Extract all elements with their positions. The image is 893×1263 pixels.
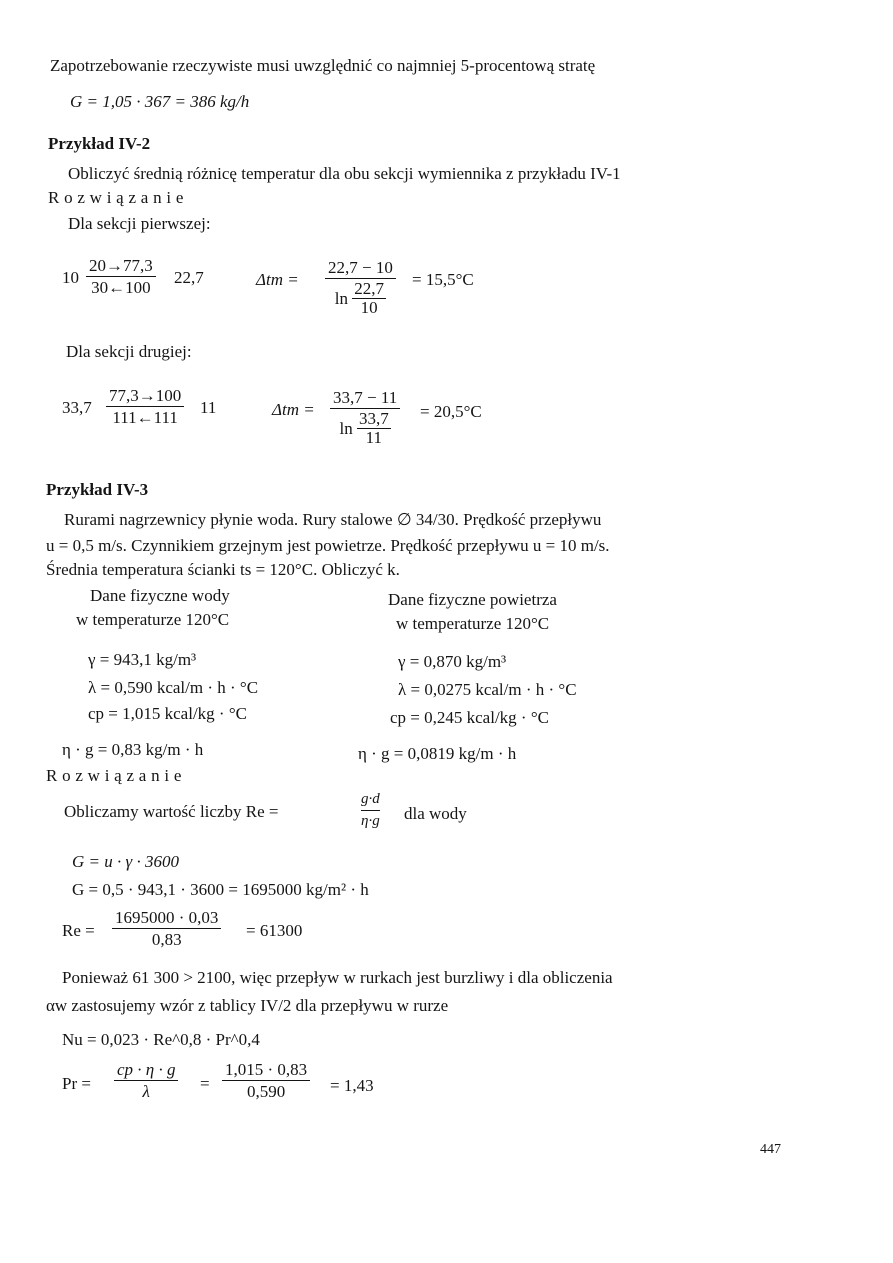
section-2-ln: ln (339, 419, 353, 438)
section-1-result: = 15,5°C (412, 270, 474, 289)
example-3-line-3: Średnia temperatura ścianki ts = 120°C. Obliczyć k. (46, 560, 400, 579)
air-gamma: γ = 0,870 kg/m³ (398, 652, 507, 671)
re-definition-fraction (358, 790, 383, 831)
example-3-line-2: u = 0,5 m/s. Czynnikiem grzejnym jest powietrze. Prędkość przepływu u = 10 m/s. (46, 536, 610, 555)
example-2-task: Obliczyć średnią różnicę temperatur dla obu sekcji wymiennika z przykładu IV-1 (68, 164, 621, 183)
section-1-ln-part (335, 279, 386, 317)
pr-label: Pr = (62, 1074, 91, 1093)
section-2-label: Dla sekcji drugiej: (66, 342, 192, 361)
section-2-result: = 20,5°C (420, 402, 482, 421)
section-2-ln-part (339, 409, 390, 447)
pr-fraction-1 (114, 1060, 178, 1101)
section-2-ln-fraction (357, 410, 391, 447)
pr-numerator-2: 1,015 · 0,83 (222, 1060, 310, 1081)
pr-result: = 1,43 (330, 1076, 374, 1095)
air-cp: cp = 0,245 kcal/kg · °C (390, 708, 549, 727)
section-2-flow (106, 386, 184, 427)
section-2-left-value: 33,7 (62, 398, 92, 417)
air-eta: η · g = 0,0819 kg/m · h (358, 744, 517, 763)
section-1-right-value: 22,7 (174, 268, 204, 287)
re-definition-num: g·d (361, 791, 380, 807)
section-1-flow-bottom: 30←100 (91, 278, 151, 297)
water-header-2: w temperaturze 120°C (76, 610, 230, 629)
section-1-numerator: 22,7 − 10 (325, 258, 396, 279)
pr-denominator-2: 0,590 (246, 1082, 286, 1101)
example-2-solution-label: Rozwiązanie (48, 188, 189, 207)
example-3-heading: Przykład IV-3 (46, 480, 149, 499)
re-intro-after: dla wody (404, 804, 467, 823)
pr-denominator-1: λ (142, 1082, 150, 1101)
section-1-ln-num: 22,7 (354, 279, 385, 298)
conclusion-line-2: αw zastosujemy wzór z tablicy IV/2 dla przepływu w rurze (46, 996, 449, 1015)
example-3-line-1: Rurami nagrzewnicy płynie woda. Rury stalowe ∅ 34/30. Prędkość przepływu (64, 510, 602, 529)
re-denominator: 0,83 (151, 930, 182, 949)
intro-formula: G = 1,05 · 367 = 386 kg/h (70, 92, 250, 111)
g-formula-1: G = u · γ · 3600 (72, 852, 179, 871)
pr-fraction-2 (222, 1060, 310, 1101)
section-1-ln-fraction (352, 280, 386, 317)
section-1-left-value: 10 (62, 268, 79, 287)
water-gamma: γ = 943,1 kg/m³ (88, 650, 197, 669)
section-2-ln-num: 33,7 (358, 409, 389, 428)
example-2-heading: Przykład IV-2 (48, 134, 151, 153)
section-1-flow (86, 256, 156, 297)
re-intro-before: Obliczamy wartość liczby Re = (64, 802, 279, 821)
section-2-flow-top: 77,3→100 (106, 386, 184, 407)
water-header-1: Dane fizyczne wody (90, 586, 230, 605)
re-definition-den: η·g (361, 810, 380, 831)
air-header-1: Dane fizyczne powietrza (388, 590, 557, 609)
section-2-fraction (330, 388, 400, 447)
section-1-delta: Δtm = (256, 270, 299, 289)
section-2-ln-den: 11 (365, 428, 383, 447)
section-1-ln: ln (334, 289, 349, 308)
water-eta: η · g = 0,83 kg/m · h (62, 740, 204, 759)
water-lambda: λ = 0,590 kcal/m · h · °C (88, 678, 259, 697)
section-2-numerator: 33,7 − 11 (330, 388, 400, 409)
air-header-2: w temperaturze 120°C (396, 614, 550, 633)
section-2-delta: Δtm = (272, 400, 315, 419)
pr-numerator-1: cp · η · g (114, 1060, 178, 1081)
re-numerator: 1695000 · 0,03 (112, 908, 221, 929)
water-cp: cp = 1,015 kcal/kg · °C (88, 704, 247, 723)
section-1-flow-top: 20→77,3 (86, 256, 156, 277)
section-1-fraction (325, 258, 396, 317)
re-label: Re = (62, 921, 95, 940)
intro-text: Zapotrzebowanie rzeczywiste musi uwzględnić co najmniej 5-procentową stratę (50, 56, 596, 75)
page-number: 447 (760, 1142, 781, 1157)
section-1-label: Dla sekcji pierwszej: (68, 214, 211, 233)
pr-equals: = (200, 1074, 210, 1093)
air-lambda: λ = 0,0275 kcal/m · h · °C (398, 680, 577, 699)
re-result: = 61300 (246, 921, 303, 940)
g-formula-2: G = 0,5 · 943,1 · 3600 = 1695000 kg/m² · h (72, 880, 369, 899)
nu-formula: Nu = 0,023 · Re^0,8 · Pr^0,4 (62, 1030, 260, 1049)
section-1-ln-den: 10 (360, 298, 378, 317)
re-fraction (112, 908, 221, 949)
conclusion-line-1: Ponieważ 61 300 > 2100, więc przepływ w rurkach jest burzliwy i dla obliczenia (62, 968, 613, 987)
section-2-flow-bottom: 111←111 (112, 408, 178, 427)
example-3-solution-label: Rozwiązanie (46, 766, 187, 785)
section-2-right-value: 11 (200, 398, 217, 417)
